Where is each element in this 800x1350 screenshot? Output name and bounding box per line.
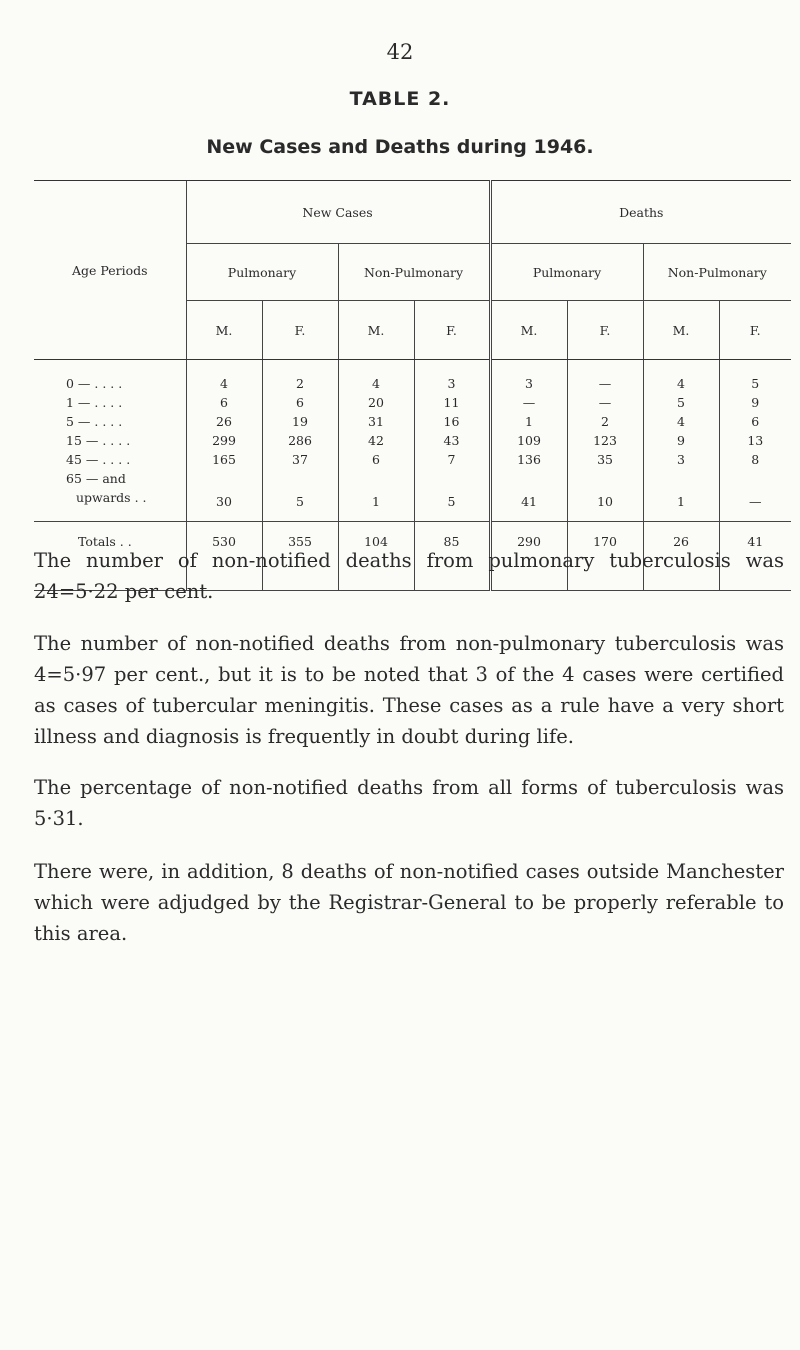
sex-header: F. <box>567 301 643 360</box>
age-period-line: upwards . . <box>76 490 147 505</box>
value-cell: 8 <box>719 450 791 469</box>
paragraph-non-pulmonary-non-notified: The number of non-notified deaths from non-pulmonary tuberculosis was 4=5·97 per cent., but it is to be noted that 3 of the 4 cases were certified as cases of tubercular meningitis. These cases as a rule have a very short illness and diagnosis is frequently in doubt during life. <box>34 632 784 748</box>
subgroup-header: Pulmonary <box>186 244 338 301</box>
total-cell: 530 <box>186 522 262 591</box>
age-period: 15 — . . . . <box>66 433 131 448</box>
value-cell: 4 <box>643 374 719 393</box>
value-cell: 30 <box>186 469 262 513</box>
value-cell: 35 <box>567 450 643 469</box>
sex-header: F. <box>414 301 490 360</box>
sex-header: M. <box>186 301 262 360</box>
value-cell: 299 <box>186 431 262 450</box>
value-cell: 1 <box>643 469 719 513</box>
age-period: 1 — . . . . <box>66 395 123 410</box>
value-cell: 286 <box>262 431 338 450</box>
value-cell: 1 <box>490 412 567 431</box>
value-cell: 31 <box>338 412 414 431</box>
total-cell: 355 <box>262 522 338 591</box>
value-cell: 123 <box>567 431 643 450</box>
value-cell: 5 <box>414 469 490 513</box>
value-cell: 2 <box>567 412 643 431</box>
table-row <box>34 412 791 431</box>
table-row <box>34 374 791 393</box>
value-cell: 7 <box>414 450 490 469</box>
age-period: 5 — . . . . <box>66 414 123 429</box>
total-cell: 104 <box>338 522 414 591</box>
value-cell: 4 <box>643 412 719 431</box>
paragraph-percentage-all-forms: The percentage of non-notified deaths from all forms of tuberculosis was 5·31. <box>34 776 784 830</box>
value-cell: 6 <box>338 450 414 469</box>
value-cell: — <box>567 393 643 412</box>
value-cell: 16 <box>414 412 490 431</box>
total-cell: 290 <box>490 522 567 591</box>
value-cell: 5 <box>262 469 338 513</box>
group-header-deaths: Deaths <box>490 181 791 244</box>
value-cell: 1 <box>338 469 414 513</box>
value-cell: 9 <box>719 393 791 412</box>
value-cell: 26 <box>186 412 262 431</box>
value-cell: — <box>719 469 791 513</box>
value-cell: 9 <box>643 431 719 450</box>
value-cell: 6 <box>262 393 338 412</box>
value-cell: 4 <box>186 374 262 393</box>
table-row <box>34 450 791 469</box>
value-cell: 43 <box>414 431 490 450</box>
value-cell: 3 <box>490 374 567 393</box>
table-title: New Cases and Deaths during 1946. <box>206 136 594 158</box>
total-cell: 41 <box>719 522 791 591</box>
value-cell: 10 <box>567 469 643 513</box>
age-period: 0 — . . . . <box>66 376 123 391</box>
cases-deaths-table <box>34 180 791 591</box>
totals-label: Totals . . <box>34 522 186 591</box>
page-number: 42 <box>386 40 414 64</box>
value-cell: 3 <box>643 450 719 469</box>
age-periods-header: Age Periods <box>34 181 186 360</box>
total-cell: 170 <box>567 522 643 591</box>
value-cell: 13 <box>719 431 791 450</box>
value-cell: 6 <box>719 412 791 431</box>
value-cell: 5 <box>719 374 791 393</box>
value-cell: 3 <box>414 374 490 393</box>
subgroup-header: Non-Pulmonary <box>338 244 490 301</box>
table-label: TABLE 2. <box>349 88 451 110</box>
value-cell: 4 <box>338 374 414 393</box>
subgroup-header: Non-Pulmonary <box>643 244 791 301</box>
sex-header: M. <box>643 301 719 360</box>
subgroup-header: Pulmonary <box>490 244 643 301</box>
table-row <box>34 393 791 412</box>
value-cell: 19 <box>262 412 338 431</box>
value-cell: 11 <box>414 393 490 412</box>
value-cell: 37 <box>262 450 338 469</box>
value-cell: 6 <box>186 393 262 412</box>
age-period-line: 65 — and <box>66 471 126 486</box>
value-cell: — <box>567 374 643 393</box>
total-cell: 26 <box>643 522 719 591</box>
value-cell: 165 <box>186 450 262 469</box>
table-row <box>34 431 791 450</box>
value-cell: 5 <box>643 393 719 412</box>
sex-header: M. <box>490 301 567 360</box>
value-cell: — <box>490 393 567 412</box>
value-cell: 109 <box>490 431 567 450</box>
paragraph-outside-manchester: There were, in addition, 8 deaths of non-notified cases outside Manchester which were adjudged by the Registrar-General to be properly referable to this area. <box>34 860 784 945</box>
sex-header: M. <box>338 301 414 360</box>
group-header-new-cases: New Cases <box>186 181 490 244</box>
value-cell: 42 <box>338 431 414 450</box>
value-cell: 41 <box>490 469 567 513</box>
total-cell: 85 <box>414 522 490 591</box>
age-period: 45 — . . . . <box>66 452 131 467</box>
paragraph-pulmonary-non-notified: The number of non-notified deaths from pulmonary tuberculosis was 24=5·22 per cent. <box>34 549 784 603</box>
value-cell: 136 <box>490 450 567 469</box>
value-cell: 20 <box>338 393 414 412</box>
sex-header: F. <box>262 301 338 360</box>
value-cell: 2 <box>262 374 338 393</box>
age-period <box>34 469 186 513</box>
table-row <box>34 469 791 513</box>
sex-header: F. <box>719 301 791 360</box>
